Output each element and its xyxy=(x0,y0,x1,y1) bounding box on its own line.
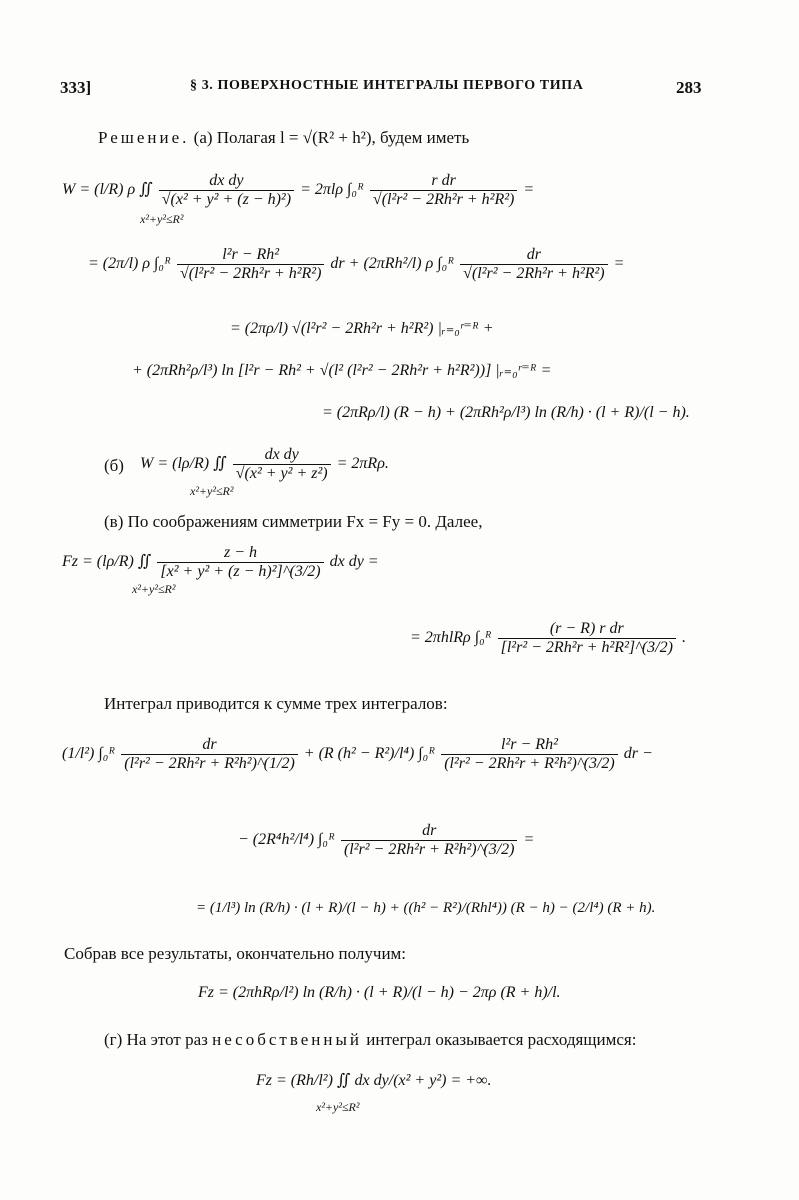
solution-word: Решение. xyxy=(98,128,190,147)
equation-w-b xyxy=(140,446,389,483)
numerator: dr xyxy=(341,822,518,841)
eq-part: dr + (2πRh²/l) ρ ∫₀ᴿ xyxy=(330,255,455,273)
denominator: √(x² + y² + (z − h)²) xyxy=(161,191,292,208)
eq-part: dx dy = xyxy=(329,553,379,571)
fraction xyxy=(341,822,518,859)
domain-label: x²+y²≤R² xyxy=(132,582,176,596)
equation-fz-g: Fz = (Rh/l²) ∬ dx dy/(x² + y²) = +∞. xyxy=(256,1072,492,1089)
numerator: dr xyxy=(121,736,298,755)
eq-part: = 2πlρ ∫₀ᴿ xyxy=(300,181,364,199)
numerator: dx dy xyxy=(159,172,294,191)
equation-fz-line2 xyxy=(410,620,686,657)
equation-i-line3: = (1/l³) ln (R/h) · (l + R)/(l − h) + ((h² − R²)/(Rhl⁴)) (R − h) − (2/l⁴) (R + h). xyxy=(196,900,656,916)
denominator: [l²r² − 2Rh²r + h²R²]^(3/2) xyxy=(500,639,673,656)
fraction xyxy=(498,620,676,657)
eq-part: = (2π/l) ρ ∫₀ᴿ xyxy=(88,255,171,273)
page-number: 283 xyxy=(676,78,702,97)
eq-part: W = (l/R) ρ ∬ xyxy=(62,181,153,199)
part-g-line xyxy=(104,1030,636,1050)
fraction xyxy=(177,246,324,283)
numerator: l²r − Rh² xyxy=(177,246,324,265)
fraction xyxy=(233,446,331,483)
eq-part: = 2πRρ. xyxy=(336,455,389,473)
fraction xyxy=(157,544,323,581)
numerator: l²r − Rh² xyxy=(441,736,618,755)
eq-part: − (2R⁴h²/l⁴) ∫₀ᴿ xyxy=(238,831,335,849)
denominator: [x² + y² + (z − h)²]^(3/2) xyxy=(160,563,321,580)
equation-w-line1 xyxy=(62,172,534,209)
eq-part: Fz = (lρ/R) ∬ xyxy=(62,553,152,571)
eq-part: dr − xyxy=(623,745,653,763)
eq-part: . xyxy=(681,629,686,647)
running-title: § 3. ПОВЕРХНОСТНЫЕ ИНТЕГРАЛЫ ПЕРВОГО ТИПА xyxy=(190,78,584,93)
denominator: √(x² + y² + z²) xyxy=(235,465,328,482)
fraction xyxy=(121,736,298,773)
eq-part: = xyxy=(523,831,535,849)
eq-part: + (R (h² − R²)/l⁴) ∫₀ᴿ xyxy=(303,745,436,763)
numerator: dx dy xyxy=(233,446,331,465)
fraction xyxy=(460,246,607,283)
equation-w-line2 xyxy=(88,246,624,283)
domain-label: x²+y²≤R² xyxy=(140,212,184,226)
solution-rest: (а) Полагая l = √(R² + h²), будем иметь xyxy=(193,128,470,147)
equation-w-line5: = (2πRρ/l) (R − h) + (2πRh²ρ/l³) ln (R/h) · (l + R)/(l − h). xyxy=(322,404,690,421)
denominator: √(l²r² − 2Rh²r + h²R²) xyxy=(179,265,322,282)
denominator: √(l²r² − 2Rh²r + h²R²) xyxy=(372,191,515,208)
equation-i-line2 xyxy=(238,822,534,859)
equation-fz-line1 xyxy=(62,544,379,581)
numerator: dr xyxy=(460,246,607,265)
part-v-text: (в) По соображениям симметрии Fx = Fy = 0. Далее, xyxy=(104,512,483,531)
domain-label: x²+y²≤R² xyxy=(190,484,234,498)
eq-part: = xyxy=(613,255,625,273)
denominator: (l²r² − 2Rh²r + R²h²)^(3/2) xyxy=(444,755,615,772)
part-g-prefix: (г) На этот раз xyxy=(104,1030,208,1049)
domain-label: x²+y²≤R² xyxy=(316,1100,360,1114)
part-g-spaced: несобственный xyxy=(212,1030,363,1049)
integral-sum-text: Интеграл приводится к сумме трех интегралов: xyxy=(104,694,448,713)
eq-part: = xyxy=(523,181,535,199)
numerator: z − h xyxy=(157,544,323,563)
fraction xyxy=(370,172,517,209)
fraction xyxy=(159,172,294,209)
equation-w-line3: = (2πρ/l) √(l²r² − 2Rh²r + h²R²) |ᵣ₌₀ʳ⁼ᴿ + xyxy=(230,320,494,337)
equation-w-line4: + (2πRh²ρ/l³) ln [l²r − Rh² + √(l² (l²r² − 2Rh²r + h²R²))] |ᵣ₌₀ʳ⁼ᴿ = xyxy=(132,362,552,379)
equation-i-line1 xyxy=(62,736,653,773)
denominator: (l²r² − 2Rh²r + R²h²)^(3/2) xyxy=(343,841,515,858)
equation-fz-final: Fz = (2πhRρ/l²) ln (R/h) · (l + R)/(l − h) − 2πρ (R + h)/l. xyxy=(198,984,561,1001)
eq-part: (1/l²) ∫₀ᴿ xyxy=(62,745,116,763)
numerator: r dr xyxy=(370,172,517,191)
solution-line xyxy=(98,128,469,148)
denominator: (l²r² − 2Rh²r + R²h²)^(1/2) xyxy=(124,755,295,772)
part-g-suffix: интеграл оказывается расходящимся: xyxy=(366,1030,637,1049)
numerator: (r − R) r dr xyxy=(498,620,676,639)
eq-part: W = (lρ/R) ∬ xyxy=(140,455,227,473)
section-mark: 333] xyxy=(60,78,92,97)
fraction xyxy=(441,736,618,773)
denominator: √(l²r² − 2Rh²r + h²R²) xyxy=(463,265,605,282)
part-b-label: (б) xyxy=(104,456,124,475)
collected-text: Собрав все результаты, окончательно получим: xyxy=(64,944,407,963)
eq-part: = 2πhlRρ ∫₀ᴿ xyxy=(410,629,492,647)
